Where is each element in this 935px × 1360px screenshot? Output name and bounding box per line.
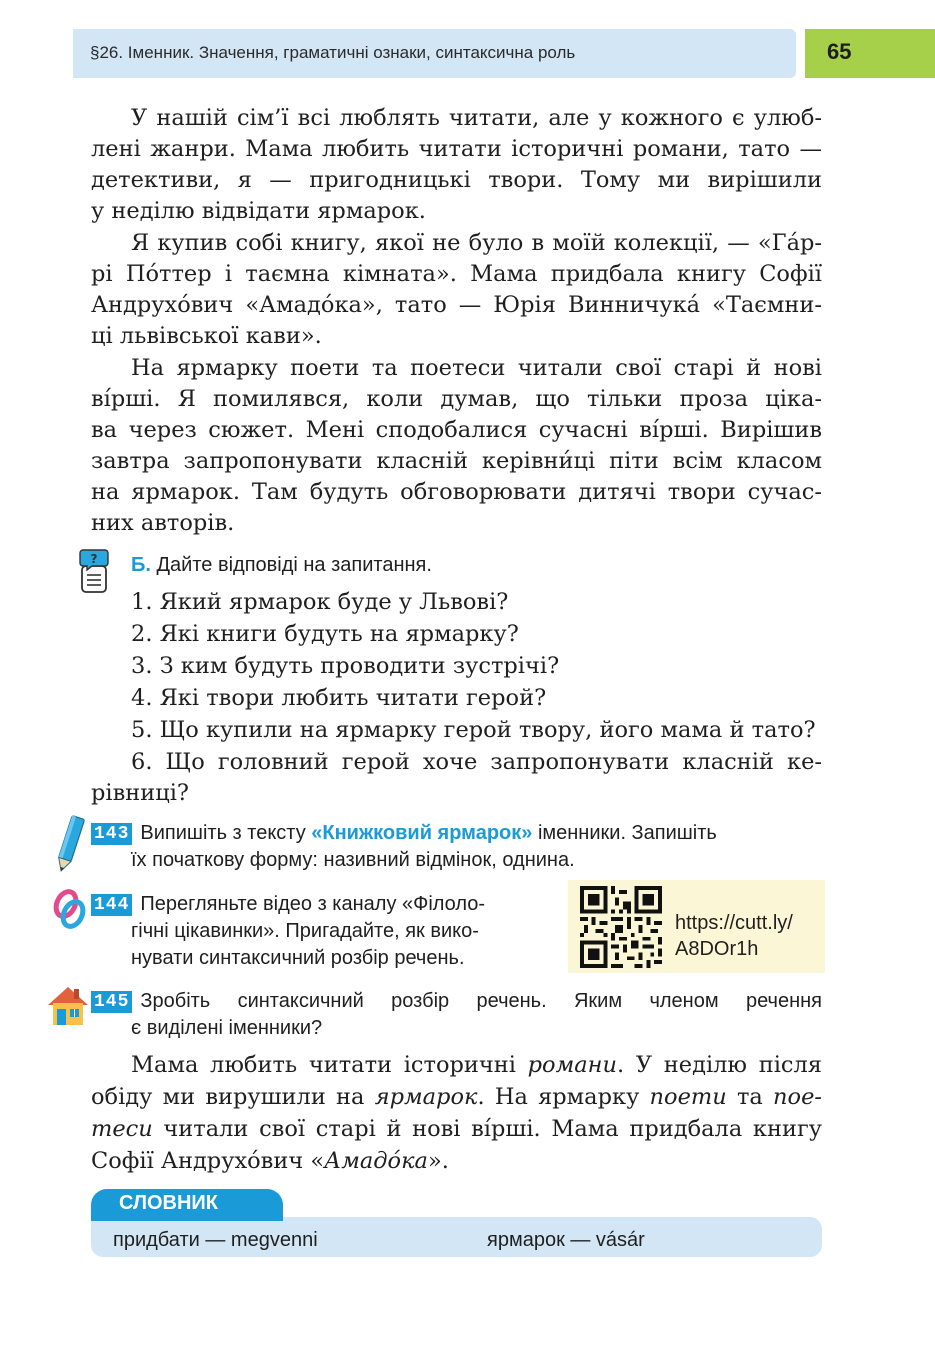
- task-145-line2: є виділені іменники?: [131, 1017, 323, 1039]
- video-link-box[interactable]: [568, 880, 825, 973]
- story-line: ва через сюжет. Мені сподобалися сучасні ві́рші. Вирішив: [91, 417, 822, 443]
- sentence-line: Мама любить читати історичні романи. У неділю після: [131, 1052, 822, 1078]
- story-line: Андрухо́вич «Амадо́ка», тато — Юрія Винничука́ «Таємни-: [91, 292, 822, 318]
- page-number-tab: [805, 29, 935, 78]
- story-line: рі По́ттер і таємна кімната». Мама придбала книгу Софії: [91, 261, 822, 287]
- question-item: 4. Які твори любить читати герой?: [131, 685, 547, 711]
- dictionary-entry: ярмарок — vásár: [487, 1229, 645, 1251]
- highlighted-noun: теси: [91, 1116, 153, 1142]
- highlighted-noun: романи: [527, 1052, 617, 1078]
- task-143: 143 Випишіть з тексту «Книжковий ярмарок» іменники. Запишіть: [91, 820, 717, 846]
- task-b-instruction: [131, 552, 432, 578]
- story-line: На ярмарку поети та поетеси читали свої старі й нові: [131, 355, 822, 381]
- page-number: 65: [827, 39, 852, 64]
- question-item: рівниці?: [91, 780, 189, 806]
- task-number-144: 144: [91, 894, 132, 916]
- story-line: завтра запропонувати класній керівни́ці піти всім класом: [91, 448, 822, 474]
- sentence-line: обіду ми вирушили на ярмарок. На ярмарку поети та пое-: [91, 1084, 822, 1110]
- story-line: лені жанри. Мама любить читати історичні романи, тато —: [91, 136, 822, 162]
- question-list-icon: [78, 548, 110, 594]
- text-title-link: «Книжковий ярмарок»: [311, 822, 533, 844]
- question-item: 5. Що купили на ярмарку герой твору, його мама й тато?: [131, 717, 816, 743]
- question-item: 1. Який ярмарок буде у Львові?: [131, 589, 509, 615]
- sentence-line: Софії Андрухо́вич «Амадо́ка».: [91, 1148, 449, 1174]
- story-line: на ярмарок. Там будуть обговорювати дитячі твори сучас-: [91, 479, 822, 505]
- pencil-icon: [52, 814, 86, 876]
- question-item: 3. З ким будуть проводити зустрічі?: [131, 653, 560, 679]
- task-144: 144 Перегляньте відео з каналу «Філоло-: [91, 891, 485, 917]
- highlighted-noun: пое-: [773, 1084, 822, 1110]
- sentence-line: теси читали свої старі й нові ві́рші. Мама придбала книгу: [91, 1116, 822, 1142]
- video-url[interactable]: https://cutt.ly/ A8DOr1h: [675, 912, 793, 960]
- task-143-line2: їх початкову форму: називний відмінок, однина.: [131, 849, 575, 871]
- task-number-145: 145: [91, 991, 132, 1013]
- task-145: 145 Зробіть синтаксичний розбір речень. Яким членом речення: [91, 988, 822, 1014]
- task-144-line3: нувати синтаксичний розбір речень.: [131, 947, 465, 969]
- house-icon: [46, 985, 90, 1027]
- section-header: [73, 29, 796, 78]
- task-144-line2: гічні цікавинки». Пригадайте, як вико-: [131, 920, 479, 942]
- question-item: 6. Що головний герой хоче запропонувати класній ке-: [131, 749, 822, 775]
- highlighted-noun: ярмарок: [374, 1084, 478, 1110]
- dictionary-tab: [91, 1189, 283, 1221]
- qr-code-icon[interactable]: [580, 886, 662, 968]
- task-b-letter: Б.: [131, 554, 151, 576]
- story-line: У нашій сім’ї всі люблять читати, але у кожного є улюб-: [131, 105, 822, 131]
- highlighted-noun: поети: [649, 1084, 727, 1110]
- task-number-143: 143: [91, 823, 132, 845]
- task-b-text: Дайте відповіді на запитання.: [156, 554, 432, 576]
- chain-link-icon: [50, 888, 90, 930]
- story-line: них авторів.: [91, 510, 235, 536]
- dictionary-entry: придбати — megvenni: [113, 1229, 318, 1251]
- highlighted-noun: Амадо́ка: [324, 1148, 428, 1174]
- section-title: §26. Іменник. Значення, граматичні ознаки, синтаксична роль: [90, 43, 576, 62]
- story-line: детективи, я — пригодницькі твори. Тому ми вирішили: [91, 167, 822, 193]
- story-line: ві́рші. Я помилявся, коли думав, що тільки проза ціка-: [91, 386, 822, 412]
- svg-text:?: ?: [90, 552, 98, 566]
- dictionary-box: [91, 1217, 822, 1257]
- story-line: ці львівської кави».: [91, 323, 322, 349]
- story-line: Я купив собі книгу, якої не було в моїй колекції, — «Га́р-: [131, 230, 822, 256]
- question-item: 2. Які книги будуть на ярмарку?: [131, 621, 519, 647]
- dictionary-title: СЛОВНИК: [119, 1192, 219, 1214]
- story-line: у неділю відвідати ярмарок.: [91, 198, 426, 224]
